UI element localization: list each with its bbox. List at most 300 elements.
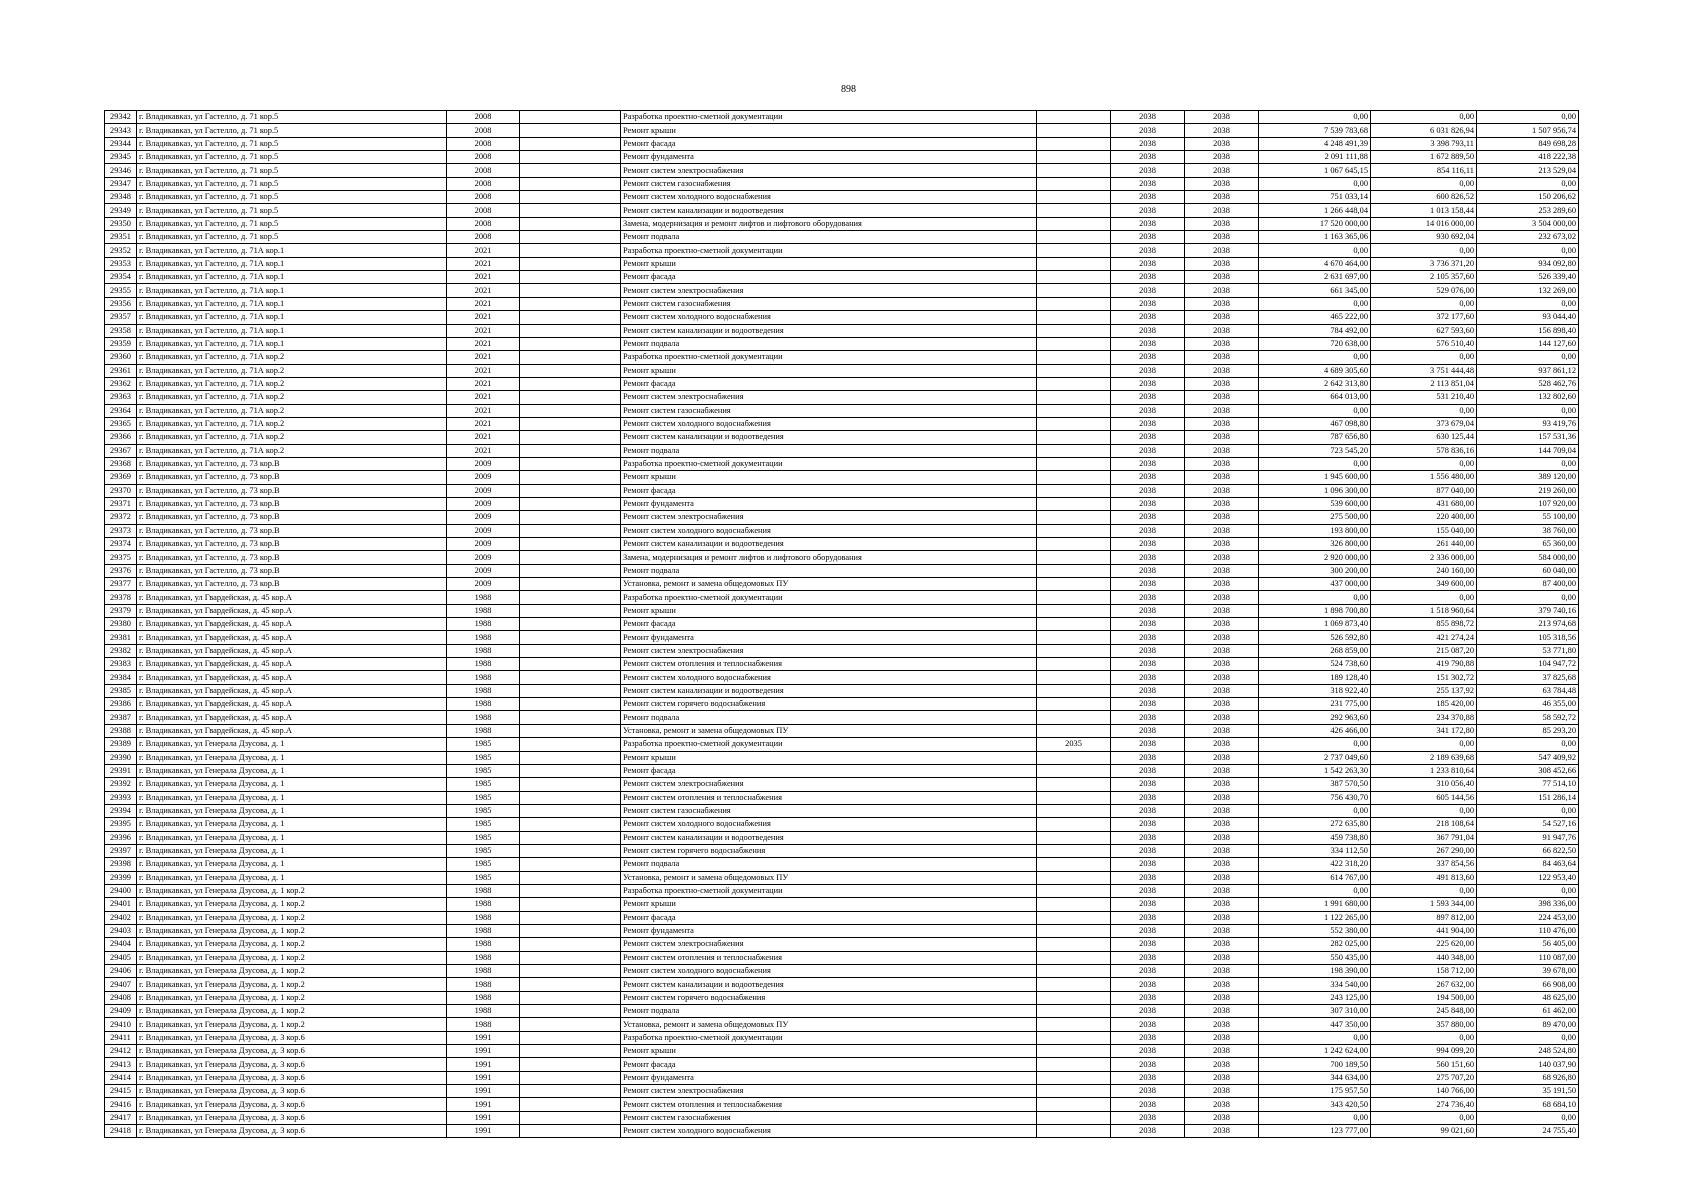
build-year-cell: 1988: [447, 911, 520, 924]
fund-cost-cell: 854 116,11: [1371, 164, 1477, 177]
table-row: [105, 297, 1579, 310]
planned-year-cell: [1037, 591, 1111, 604]
end-year-cell: 2038: [1185, 1071, 1259, 1084]
planned-year-cell: [1037, 497, 1111, 510]
total-cost-cell: 123 777,00: [1259, 1125, 1371, 1138]
work-type-cell: Установка, ремонт и замена общедомовых ПУ: [621, 871, 1037, 884]
owner-cost-cell: 224 453,00: [1477, 911, 1579, 924]
table-row: [105, 658, 1579, 671]
row-number-cell: 29382: [105, 644, 137, 657]
fund-cost-cell: 341 172,80: [1371, 724, 1477, 737]
work-type-cell: Ремонт фундамента: [621, 924, 1037, 937]
table-row: [105, 137, 1579, 150]
start-year-cell: 2038: [1111, 778, 1185, 791]
planned-year-cell: [1037, 164, 1111, 177]
row-number-cell: 29367: [105, 444, 137, 457]
owner-cost-cell: 132 802,60: [1477, 391, 1579, 404]
address-cell: г. Владикавказ, ул Гастелло, д. 71А кор.1: [137, 244, 447, 257]
fund-cost-cell: 0,00: [1371, 177, 1477, 190]
end-year-cell: 2038: [1185, 217, 1259, 230]
build-year-cell: 1991: [447, 1058, 520, 1071]
address-cell: г. Владикавказ, ул Гастелло, д. 73 кор.В: [137, 564, 447, 577]
fund-cost-cell: 215 087,20: [1371, 644, 1477, 657]
table-row: [105, 1071, 1579, 1084]
build-year-cell: 1988: [447, 1005, 520, 1018]
build-year-cell: 2021: [447, 271, 520, 284]
start-year-cell: 2038: [1111, 804, 1185, 817]
note-cell: [520, 151, 621, 164]
end-year-cell: 2038: [1185, 938, 1259, 951]
total-cost-cell: 437 000,00: [1259, 578, 1371, 591]
note-cell: [520, 271, 621, 284]
note-cell: [520, 644, 621, 657]
build-year-cell: 2021: [447, 297, 520, 310]
row-number-cell: 29401: [105, 898, 137, 911]
note-cell: [520, 1085, 621, 1098]
planned-year-cell: [1037, 297, 1111, 310]
planned-year-cell: [1037, 257, 1111, 270]
address-cell: г. Владикавказ, ул Гастелло, д. 71 кор.5: [137, 137, 447, 150]
total-cost-cell: 723 545,20: [1259, 444, 1371, 457]
owner-cost-cell: 213 529,04: [1477, 164, 1579, 177]
planned-year-cell: [1037, 671, 1111, 684]
build-year-cell: 2009: [447, 511, 520, 524]
row-number-cell: 29406: [105, 965, 137, 978]
planned-year-cell: [1037, 711, 1111, 724]
note-cell: [520, 391, 621, 404]
fund-cost-cell: 151 302,72: [1371, 671, 1477, 684]
row-number-cell: 29347: [105, 177, 137, 190]
table-row: [105, 618, 1579, 631]
owner-cost-cell: 0,00: [1477, 244, 1579, 257]
capital-repair-registry-table: [104, 110, 1579, 1138]
owner-cost-cell: 219 260,00: [1477, 484, 1579, 497]
end-year-cell: 2038: [1185, 965, 1259, 978]
end-year-cell: 2038: [1185, 1031, 1259, 1044]
build-year-cell: 1988: [447, 724, 520, 737]
total-cost-cell: 2 737 049,60: [1259, 751, 1371, 764]
table-row: [105, 698, 1579, 711]
note-cell: [520, 164, 621, 177]
owner-cost-cell: 87 400,00: [1477, 578, 1579, 591]
total-cost-cell: 231 775,00: [1259, 698, 1371, 711]
end-year-cell: 2038: [1185, 1125, 1259, 1138]
start-year-cell: 2038: [1111, 924, 1185, 937]
build-year-cell: 2008: [447, 164, 520, 177]
address-cell: г. Владикавказ, ул Генерала Дзусова, д. 1: [137, 818, 447, 831]
note-cell: [520, 137, 621, 150]
fund-cost-cell: 897 812,00: [1371, 911, 1477, 924]
fund-cost-cell: 994 099,20: [1371, 1045, 1477, 1058]
note-cell: [520, 858, 621, 871]
build-year-cell: 2021: [447, 391, 520, 404]
address-cell: г. Владикавказ, ул Генерала Дзусова, д. 3 кор.6: [137, 1125, 447, 1138]
owner-cost-cell: 61 462,00: [1477, 1005, 1579, 1018]
row-number-cell: 29373: [105, 524, 137, 537]
owner-cost-cell: 35 191,50: [1477, 1085, 1579, 1098]
planned-year-cell: [1037, 364, 1111, 377]
planned-year-cell: [1037, 791, 1111, 804]
start-year-cell: 2038: [1111, 1071, 1185, 1084]
work-type-cell: Замена, модернизация и ремонт лифтов и лифтового оборудования: [621, 551, 1037, 564]
address-cell: г. Владикавказ, ул Гастелло, д. 73 кор.В: [137, 497, 447, 510]
build-year-cell: 1988: [447, 924, 520, 937]
start-year-cell: 2038: [1111, 604, 1185, 617]
work-type-cell: Ремонт фундамента: [621, 151, 1037, 164]
fund-cost-cell: 600 826,52: [1371, 191, 1477, 204]
build-year-cell: 1988: [447, 978, 520, 991]
row-number-cell: 29356: [105, 297, 137, 310]
address-cell: г. Владикавказ, ул Генерала Дзусова, д. 1 кор.2: [137, 898, 447, 911]
note-cell: [520, 1111, 621, 1124]
work-type-cell: Ремонт систем канализации и водоотведения: [621, 431, 1037, 444]
planned-year-cell: [1037, 644, 1111, 657]
start-year-cell: 2038: [1111, 484, 1185, 497]
build-year-cell: 2009: [447, 551, 520, 564]
address-cell: г. Владикавказ, ул Генерала Дзусова, д. 1: [137, 858, 447, 871]
start-year-cell: 2038: [1111, 738, 1185, 751]
build-year-cell: 2021: [447, 337, 520, 350]
fund-cost-cell: 218 108,64: [1371, 818, 1477, 831]
row-number-cell: 29413: [105, 1058, 137, 1071]
note-cell: [520, 417, 621, 430]
planned-year-cell: [1037, 337, 1111, 350]
owner-cost-cell: 0,00: [1477, 404, 1579, 417]
table-row: [105, 217, 1579, 230]
work-type-cell: Ремонт систем холодного водоснабжения: [621, 1125, 1037, 1138]
owner-cost-cell: 84 463,64: [1477, 858, 1579, 871]
work-type-cell: Ремонт систем электроснабжения: [621, 391, 1037, 404]
build-year-cell: 1985: [447, 738, 520, 751]
end-year-cell: 2038: [1185, 751, 1259, 764]
note-cell: [520, 457, 621, 470]
total-cost-cell: 539 600,00: [1259, 497, 1371, 510]
fund-cost-cell: 0,00: [1371, 1111, 1477, 1124]
row-number-cell: 29365: [105, 417, 137, 430]
note-cell: [520, 497, 621, 510]
work-type-cell: Ремонт систем канализации и водоотведения: [621, 324, 1037, 337]
note-cell: [520, 364, 621, 377]
note-cell: [520, 778, 621, 791]
end-year-cell: 2038: [1185, 791, 1259, 804]
start-year-cell: 2038: [1111, 337, 1185, 350]
start-year-cell: 2038: [1111, 671, 1185, 684]
address-cell: г. Владикавказ, ул Генерала Дзусова, д. 3 кор.6: [137, 1071, 447, 1084]
owner-cost-cell: 0,00: [1477, 457, 1579, 470]
fund-cost-cell: 255 137,92: [1371, 684, 1477, 697]
planned-year-cell: [1037, 965, 1111, 978]
address-cell: г. Владикавказ, ул Гвардейская, д. 45 кор.А: [137, 698, 447, 711]
note-cell: [520, 698, 621, 711]
owner-cost-cell: 60 040,00: [1477, 564, 1579, 577]
table-row: [105, 684, 1579, 697]
build-year-cell: 2009: [447, 457, 520, 470]
build-year-cell: 1985: [447, 804, 520, 817]
page-number: 898: [841, 84, 856, 95]
work-type-cell: Ремонт крыши: [621, 364, 1037, 377]
end-year-cell: 2038: [1185, 1111, 1259, 1124]
table-row: [105, 831, 1579, 844]
start-year-cell: 2038: [1111, 1125, 1185, 1138]
note-cell: [520, 351, 621, 364]
row-number-cell: 29391: [105, 764, 137, 777]
row-number-cell: 29363: [105, 391, 137, 404]
start-year-cell: 2038: [1111, 591, 1185, 604]
table-row: [105, 858, 1579, 871]
end-year-cell: 2038: [1185, 257, 1259, 270]
note-cell: [520, 1125, 621, 1138]
work-type-cell: Ремонт крыши: [621, 124, 1037, 137]
total-cost-cell: 4 670 464,00: [1259, 257, 1371, 270]
total-cost-cell: 465 222,00: [1259, 311, 1371, 324]
start-year-cell: 2038: [1111, 524, 1185, 537]
address-cell: г. Владикавказ, ул Гвардейская, д. 45 кор.А: [137, 618, 447, 631]
address-cell: г. Владикавказ, ул Генерала Дзусова, д. 1 кор.2: [137, 965, 447, 978]
note-cell: [520, 311, 621, 324]
note-cell: [520, 804, 621, 817]
row-number-cell: 29407: [105, 978, 137, 991]
owner-cost-cell: 144 709,04: [1477, 444, 1579, 457]
row-number-cell: 29403: [105, 924, 137, 937]
end-year-cell: 2038: [1185, 951, 1259, 964]
fund-cost-cell: 357 880,00: [1371, 1018, 1477, 1031]
start-year-cell: 2038: [1111, 1045, 1185, 1058]
end-year-cell: 2038: [1185, 538, 1259, 551]
row-number-cell: 29352: [105, 244, 137, 257]
start-year-cell: 2038: [1111, 818, 1185, 831]
address-cell: г. Владикавказ, ул Гастелло, д. 71 кор.5: [137, 111, 447, 124]
fund-cost-cell: 267 290,00: [1371, 844, 1477, 857]
note-cell: [520, 217, 621, 230]
table-row: [105, 564, 1579, 577]
work-type-cell: Разработка проектно-сметной документации: [621, 457, 1037, 470]
row-number-cell: 29390: [105, 751, 137, 764]
work-type-cell: Ремонт систем холодного водоснабжения: [621, 671, 1037, 684]
build-year-cell: 1988: [447, 938, 520, 951]
row-number-cell: 29378: [105, 591, 137, 604]
note-cell: [520, 965, 621, 978]
address-cell: г. Владикавказ, ул Гастелло, д. 73 кор.В: [137, 457, 447, 470]
address-cell: г. Владикавказ, ул Гастелло, д. 73 кор.В: [137, 511, 447, 524]
row-number-cell: 29360: [105, 351, 137, 364]
total-cost-cell: 0,00: [1259, 884, 1371, 897]
total-cost-cell: 467 098,80: [1259, 417, 1371, 430]
table-row: [105, 1045, 1579, 1058]
work-type-cell: Ремонт систем холодного водоснабжения: [621, 191, 1037, 204]
fund-cost-cell: 155 040,00: [1371, 524, 1477, 537]
note-cell: [520, 724, 621, 737]
start-year-cell: 2038: [1111, 364, 1185, 377]
start-year-cell: 2038: [1111, 911, 1185, 924]
total-cost-cell: 550 435,00: [1259, 951, 1371, 964]
address-cell: г. Владикавказ, ул Генерала Дзусова, д. 1 кор.2: [137, 911, 447, 924]
owner-cost-cell: 232 673,02: [1477, 231, 1579, 244]
fund-cost-cell: 310 056,40: [1371, 778, 1477, 791]
start-year-cell: 2038: [1111, 1005, 1185, 1018]
address-cell: г. Владикавказ, ул Генерала Дзусова, д. 1 кор.2: [137, 1005, 447, 1018]
total-cost-cell: 664 013,00: [1259, 391, 1371, 404]
fund-cost-cell: 158 712,00: [1371, 965, 1477, 978]
row-number-cell: 29417: [105, 1111, 137, 1124]
planned-year-cell: [1037, 551, 1111, 564]
fund-cost-cell: 0,00: [1371, 457, 1477, 470]
owner-cost-cell: 0,00: [1477, 884, 1579, 897]
address-cell: г. Владикавказ, ул Гвардейская, д. 45 кор.А: [137, 658, 447, 671]
table-row: [105, 444, 1579, 457]
total-cost-cell: 343 420,50: [1259, 1098, 1371, 1111]
owner-cost-cell: 110 476,00: [1477, 924, 1579, 937]
note-cell: [520, 978, 621, 991]
end-year-cell: 2038: [1185, 1058, 1259, 1071]
note-cell: [520, 524, 621, 537]
build-year-cell: 2021: [447, 417, 520, 430]
build-year-cell: 2008: [447, 151, 520, 164]
work-type-cell: Ремонт фасада: [621, 137, 1037, 150]
start-year-cell: 2038: [1111, 457, 1185, 470]
work-type-cell: Разработка проектно-сметной документации: [621, 244, 1037, 257]
note-cell: [520, 484, 621, 497]
start-year-cell: 2038: [1111, 871, 1185, 884]
end-year-cell: 2038: [1185, 831, 1259, 844]
end-year-cell: 2038: [1185, 137, 1259, 150]
owner-cost-cell: 0,00: [1477, 177, 1579, 190]
owner-cost-cell: 0,00: [1477, 351, 1579, 364]
work-type-cell: Ремонт систем газоснабжения: [621, 177, 1037, 190]
total-cost-cell: 0,00: [1259, 738, 1371, 751]
total-cost-cell: 243 125,00: [1259, 991, 1371, 1004]
end-year-cell: 2038: [1185, 644, 1259, 657]
row-number-cell: 29371: [105, 497, 137, 510]
build-year-cell: 1985: [447, 844, 520, 857]
end-year-cell: 2038: [1185, 431, 1259, 444]
end-year-cell: 2038: [1185, 124, 1259, 137]
address-cell: г. Владикавказ, ул Гастелло, д. 73 кор.В: [137, 471, 447, 484]
total-cost-cell: 422 318,20: [1259, 858, 1371, 871]
address-cell: г. Владикавказ, ул Генерала Дзусова, д. 1: [137, 751, 447, 764]
total-cost-cell: 0,00: [1259, 804, 1371, 817]
table-row: [105, 871, 1579, 884]
address-cell: г. Владикавказ, ул Генерала Дзусова, д. 1: [137, 804, 447, 817]
build-year-cell: 2008: [447, 177, 520, 190]
planned-year-cell: [1037, 484, 1111, 497]
row-number-cell: 29344: [105, 137, 137, 150]
build-year-cell: 1988: [447, 671, 520, 684]
owner-cost-cell: 48 625,00: [1477, 991, 1579, 1004]
total-cost-cell: 524 738,60: [1259, 658, 1371, 671]
note-cell: [520, 604, 621, 617]
table-row: [105, 965, 1579, 978]
work-type-cell: Ремонт подвала: [621, 337, 1037, 350]
address-cell: г. Владикавказ, ул Генерала Дзусова, д. 3 кор.6: [137, 1045, 447, 1058]
end-year-cell: 2038: [1185, 271, 1259, 284]
row-number-cell: 29369: [105, 471, 137, 484]
table-row: [105, 778, 1579, 791]
planned-year-cell: [1037, 724, 1111, 737]
row-number-cell: 29414: [105, 1071, 137, 1084]
build-year-cell: 1985: [447, 791, 520, 804]
total-cost-cell: 318 922,40: [1259, 684, 1371, 697]
build-year-cell: 1988: [447, 658, 520, 671]
owner-cost-cell: 379 740,16: [1477, 604, 1579, 617]
end-year-cell: 2038: [1185, 351, 1259, 364]
row-number-cell: 29361: [105, 364, 137, 377]
planned-year-cell: 2035: [1037, 738, 1111, 751]
owner-cost-cell: 132 269,00: [1477, 284, 1579, 297]
fund-cost-cell: 0,00: [1371, 111, 1477, 124]
table-row: [105, 151, 1579, 164]
row-number-cell: 29372: [105, 511, 137, 524]
row-number-cell: 29396: [105, 831, 137, 844]
start-year-cell: 2038: [1111, 444, 1185, 457]
row-number-cell: 29394: [105, 804, 137, 817]
start-year-cell: 2038: [1111, 711, 1185, 724]
address-cell: г. Владикавказ, ул Гастелло, д. 73 кор.В: [137, 551, 447, 564]
start-year-cell: 2038: [1111, 564, 1185, 577]
end-year-cell: 2038: [1185, 684, 1259, 697]
work-type-cell: Установка, ремонт и замена общедомовых ПУ: [621, 578, 1037, 591]
note-cell: [520, 671, 621, 684]
work-type-cell: Ремонт подвала: [621, 1005, 1037, 1018]
row-number-cell: 29380: [105, 618, 137, 631]
fund-cost-cell: 1 233 810,64: [1371, 764, 1477, 777]
build-year-cell: 1988: [447, 884, 520, 897]
owner-cost-cell: 308 452,66: [1477, 764, 1579, 777]
total-cost-cell: 344 634,00: [1259, 1071, 1371, 1084]
total-cost-cell: 1 163 365,06: [1259, 231, 1371, 244]
work-type-cell: Ремонт систем канализации и водоотведения: [621, 684, 1037, 697]
fund-cost-cell: 274 736,40: [1371, 1098, 1477, 1111]
end-year-cell: 2038: [1185, 991, 1259, 1004]
total-cost-cell: 300 200,00: [1259, 564, 1371, 577]
build-year-cell: 2021: [447, 324, 520, 337]
row-number-cell: 29395: [105, 818, 137, 831]
fund-cost-cell: 605 144,56: [1371, 791, 1477, 804]
table-row: [105, 884, 1579, 897]
planned-year-cell: [1037, 924, 1111, 937]
start-year-cell: 2038: [1111, 1031, 1185, 1044]
row-number-cell: 29389: [105, 738, 137, 751]
owner-cost-cell: 150 206,62: [1477, 191, 1579, 204]
total-cost-cell: 1 069 873,40: [1259, 618, 1371, 631]
note-cell: [520, 951, 621, 964]
address-cell: г. Владикавказ, ул Гастелло, д. 71А кор.1: [137, 297, 447, 310]
planned-year-cell: [1037, 604, 1111, 617]
work-type-cell: Ремонт фасада: [621, 271, 1037, 284]
table-row: [105, 404, 1579, 417]
build-year-cell: 1988: [447, 604, 520, 617]
end-year-cell: 2038: [1185, 1005, 1259, 1018]
table-row: [105, 164, 1579, 177]
row-number-cell: 29355: [105, 284, 137, 297]
fund-cost-cell: 6 031 826,94: [1371, 124, 1477, 137]
build-year-cell: 2021: [447, 444, 520, 457]
table-row: [105, 538, 1579, 551]
table-row: [105, 991, 1579, 1004]
start-year-cell: 2038: [1111, 1111, 1185, 1124]
build-year-cell: 2021: [447, 404, 520, 417]
total-cost-cell: 193 800,00: [1259, 524, 1371, 537]
note-cell: [520, 244, 621, 257]
owner-cost-cell: 37 825,68: [1477, 671, 1579, 684]
table-row: [105, 751, 1579, 764]
start-year-cell: 2038: [1111, 511, 1185, 524]
build-year-cell: 1988: [447, 951, 520, 964]
owner-cost-cell: 58 592,72: [1477, 711, 1579, 724]
row-number-cell: 29405: [105, 951, 137, 964]
work-type-cell: Разработка проектно-сметной документации: [621, 884, 1037, 897]
table-row: [105, 471, 1579, 484]
table-row: [105, 631, 1579, 644]
